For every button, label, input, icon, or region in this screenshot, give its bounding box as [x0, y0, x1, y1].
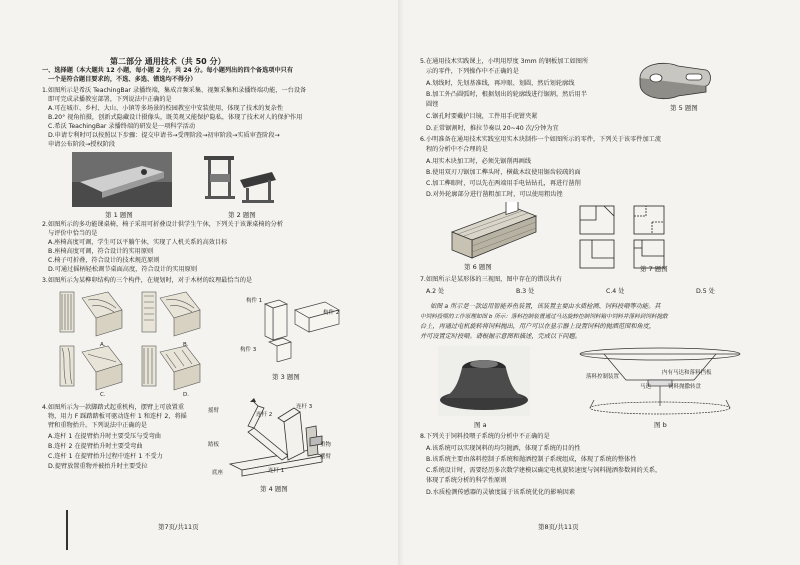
q7-option-a: A.2 处	[426, 288, 445, 295]
section-title: 第二部分 通用技术（共 50 分）	[110, 57, 226, 66]
q5-caption: 第 5 题图	[670, 104, 698, 112]
q4-stem-2: 物，用力 F 踩踏踏板可驱动连杆 1 和连杆 2，将摇	[48, 413, 187, 420]
q1-stem-2: 即可完成录播教室部署，下列说法中正确的是	[48, 96, 172, 103]
q4-caption: 第 4 题图	[260, 485, 288, 493]
fig-a-caption: 图 a	[474, 421, 487, 429]
q6-option-c: C.加工榫眼时，可以先在两端用手电钻钻孔，再进行凿削	[426, 180, 581, 187]
q4-option-a: A.连杆 1 在提臂抬升时主要受压与受弯曲	[48, 433, 161, 440]
binding-mark	[66, 510, 68, 550]
right-page-number: 第8页/共11页	[538, 523, 579, 531]
fig2-desk-chair-image	[200, 150, 280, 208]
q4-option-d: D.提臂放置重物并被抬升时主要受拉	[48, 463, 148, 470]
q4-label-base: 底座	[212, 470, 224, 476]
passage-line-2: 中饲料投喂的工作原理如图 b 所示：落料控制装置通过马达旋转控制饲料箱中饲料并落料到饲料抛散	[420, 314, 668, 320]
q7-option-c: C.4 处	[606, 288, 625, 295]
fig-b-label-motor-baffle: 内有马达和落料挡板	[662, 370, 712, 376]
q7-option-d: D.5 处	[696, 288, 715, 295]
intro-line-1: 一、选择题（本大题共 12 小题，每小题 2 分，共 24 分。每小题列出的四个备选项中只有	[42, 67, 294, 74]
fig-b-label-drop-control: 落料控制装置	[586, 374, 620, 380]
q2-option-d: D.可通过摇柄轻松调节桌面高度，符合设计的实用原则	[48, 266, 198, 273]
q2-option-b: B.座椅高度可调，符合设计的实用原则	[48, 248, 154, 255]
q7-stem: 7.如图所示是某形体的三视图，图中存在的错误共有	[420, 276, 563, 283]
q4-label-link3: 连杆 3	[296, 404, 313, 410]
fig-b-caption: 图 b	[654, 421, 667, 429]
fig-b-label-motor: 马达	[640, 384, 652, 390]
q4-stem-3: 臂和重物抬升。下列说法中正确的是	[48, 422, 147, 429]
q3-label-part1: 构件 1	[246, 298, 263, 304]
q6-stem-2: 程的分析中不合理的是	[426, 146, 488, 153]
q5-option-d: D.正常锯割时，推拉节奏以 20~40 次/分钟为宜	[426, 125, 559, 132]
q4-option-b: B.连杆 2 在提臂抬升时主要受弯曲	[48, 443, 143, 450]
q8-option-c-cont: 体现了系统分析的科学性原则	[426, 477, 507, 484]
left-page-number: 第7页/共11页	[158, 523, 199, 531]
passage-line-1: 如图 a 所示是一款适用智能养鱼装置，该装置主要由水质检测、饲料投喂等功能。其	[430, 303, 661, 310]
q1-option-d: D.申请专利时可以按照以下步骤：提交申请书→受理阶段→初审阶段→实质审查阶段→	[48, 132, 280, 139]
q4-label-link2: 连杆 2	[256, 412, 273, 418]
q5-option-a: A.划线时，先划基准线，再冲眼、划圆，然后划轮廓线	[426, 80, 575, 87]
q6-stem-1: 6.小明准备在通用技术实践室用实木块制作一个如图所示的零件，下列关于该零件加工流	[420, 136, 662, 143]
q3-label-part2: 构件 2	[323, 310, 340, 316]
q5-steel-part-figure	[634, 56, 714, 108]
q7-option-b: B.3 处	[516, 288, 535, 295]
q1-option-b: B.20° 视角拍摄，创新式隐藏设计摄像头，既美观又能保护隐私，体现了技术对人的保护作用	[48, 114, 303, 121]
q3-option-d-label: D.	[183, 392, 189, 398]
q4-option-c: C.连杆 1 在提臂抬升过程中连杆 1 不受力	[48, 453, 163, 460]
passage-line-3: 台上，再通过电机旋转将饲料抛出，用户可以在显示器上设置饲料的抛洒范围和角度，	[420, 323, 656, 330]
q8-option-a: A.该系统可以实现饲料的均匀抛洒，体现了系统的目的性	[426, 445, 581, 452]
passage-line-4: 并可设置定时投喂。请根据示意图和描述，完成以下问题。	[420, 333, 581, 340]
q5-stem-1: 5.在通用技术实践课上，小明用厚度 3mm 的钢板加工如图所	[420, 58, 589, 65]
q8-option-d: D.水质检测传感器的灵敏度属于该系统优化的影响因素	[426, 489, 576, 496]
q4-label-pedal: 踏板	[208, 442, 220, 448]
q8-option-b: B.该系统主要由落料控制子系统和抛洒控制子系统组成，体现了系统的整体性	[426, 456, 637, 463]
q4-stem-1: 4.如图所示为一款脚踏式起重机构，摆臂上可放置重	[42, 404, 185, 411]
q1-option-c: C.希沃 TeachingBar 录播终端的研发是一项科学活动	[48, 123, 196, 130]
fig7-three-views	[572, 202, 702, 272]
q4-label-link1: 连杆 1	[268, 468, 285, 474]
q2-option-c: C.椅子可折叠，符合设计的技术规范原则	[48, 257, 160, 264]
right-page	[404, 0, 800, 565]
fig-a-feeder-photo	[438, 346, 530, 416]
q2-stem-1: 2.如图所示的多功能课桌椅，椅子采用可折叠设计供学生午休，下列关于该课桌椅的分析	[42, 221, 284, 228]
q2-option-a: A.座椅高度可调，学生可以平躺午休，实现了人机关系的高效目标	[48, 239, 228, 246]
fig-b-label-turntable: 饲料抛撒转盘	[668, 384, 702, 390]
q8-stem: 8.下列关于饲料投喂子系统的分析中不正确的是	[420, 433, 550, 440]
q1-stem-1: 1.如图所示是希沃 TeachingBar 录播终端，集成音频采集、视频采集和录播终端功能，一台设备	[42, 87, 307, 94]
q6-option-b: B.使用双刃刀锯加工榫头时，横截木纹使用锯齿较疏的面	[426, 169, 581, 176]
q5-stem-2: 示的零件，下列操作中不正确的是	[426, 68, 519, 75]
fig-b-feeder-diagram	[574, 344, 744, 418]
fig6-caption: 第 6 题图	[464, 263, 492, 271]
q6-option-a: A.用实木块加工时，必须先锯削再画线	[426, 158, 532, 165]
q1-option-a: A.可在城市、乡村、大山、小镇等多场景的校园教室中安装使用，体现了技术的复杂性	[48, 105, 284, 112]
fig2-caption: 第 2 题图	[228, 211, 256, 219]
q5-option-b-cont: 圆锉	[426, 101, 439, 108]
q3-option-a-label: A.	[100, 342, 106, 348]
q3-option-c-label: C.	[100, 392, 106, 398]
q3-label-part3: 构件 3	[240, 347, 257, 353]
q3-option-b-label: B.	[183, 342, 189, 348]
q5-option-c: C.锯孔时要戴护目镜，工件用手虎钳夹紧	[426, 113, 538, 120]
fig1-caption: 第 1 题图	[105, 211, 133, 219]
fig1-teachingbar-image	[72, 152, 172, 207]
q4-label-rocker: 摇臂	[208, 408, 220, 414]
q1-option-d-cont: 申请公布阶段→授权阶段	[48, 141, 116, 148]
q4-label-arm: 摆臂	[320, 454, 332, 460]
q3-wood-grain-options	[58, 288, 258, 393]
fig6-wooden-part	[446, 202, 546, 264]
q3-stem: 3.如图所示为某榫卯结构的三个构件，在规划时，对于木材的纹理最恰当的是	[42, 277, 253, 284]
q3-caption: 第 3 题图	[272, 373, 300, 381]
fig7-caption: 第 7 题图	[640, 265, 668, 273]
intro-line-2: 一个是符合题目要求的，不选、多选、错选均不得分）	[48, 76, 197, 83]
q3-mortise-components	[255, 292, 350, 362]
q6-option-d: D.对外轮廓部分进行凿粗加工时，可以使用粗齿锉	[426, 191, 563, 198]
q8-option-c: C.系统设计时，需要经历多次数学建模以确定电机旋转速度与饲料抛洒参数间的关系，	[426, 467, 662, 474]
q4-label-weight: 重物	[320, 442, 332, 448]
q2-stem-2: 与评价中恰当的是	[48, 230, 98, 237]
q5-option-b: B.加工外凸圆弧时，根据划出的轮廓线进行锯割，然后用半	[426, 91, 587, 98]
